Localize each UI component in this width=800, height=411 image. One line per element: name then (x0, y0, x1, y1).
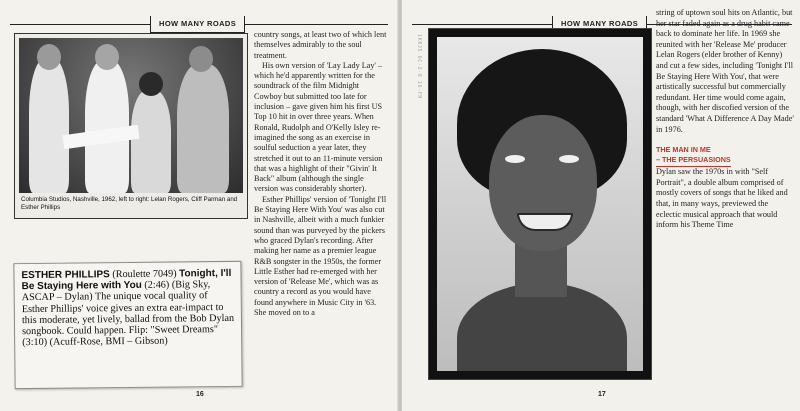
paragraph: His own version of 'Lay Lady Lay' – which he'd apparently written for the soundtrack of the film Midnight Cowboy but submitted too late for inclusion – gave given him his first US Top 10 hit in over three years. When Ronald, Rudolph and O'Kelly Isley re-imagined the song as an exercise in soulful seduction a year later, they stretched it out to an 11-minute version that was a highlight of their "Givin' It Back" album (although the single version was considerably shorter). (254, 60, 383, 194)
running-header: HOW MANY ROADS (150, 16, 245, 33)
photo-figure-head (189, 46, 213, 72)
portrait-eye (505, 155, 525, 163)
photo-figure (29, 58, 69, 193)
page-number: 17 (598, 391, 606, 398)
photo-figure (177, 64, 229, 193)
portrait-smile (517, 213, 573, 231)
song-artist: – THE PERSUASIONS (656, 155, 731, 167)
clipping-song: Tonight, I'll Be Staying Here with You (21, 267, 232, 293)
portrait-frame (428, 28, 652, 380)
clipping-label: (Roulette 7049) (112, 268, 177, 281)
photo-figure-head (37, 44, 61, 70)
song-heading: THE MAN IN ME (656, 145, 711, 155)
photo-figure-head (95, 44, 119, 70)
paragraph: Esther Phillips' version of 'Tonight I'll Be Staying Here With You' was also cut in Nashville, albeit with a much funkier sound than was purveyed by the pickers who graced Dylan's recording. After making her name as a premier league R&B songster in the 1950s, the former Little Esther had re-emerged with her version of 'Release Me', which was as country a record as you would have found anywhere in Music City in '63. She moved on to a (254, 194, 387, 318)
studio-photo-frame (14, 33, 248, 219)
portrait-eye (559, 155, 579, 163)
esther-phillips-portrait (437, 37, 643, 371)
clipping-text (21, 268, 236, 349)
left-page (0, 0, 398, 411)
photo-caption: Columbia Studios, Nashville, 1962, left to right: Lelan Rogers, Cliff Parman and Esther Phillips (21, 196, 238, 212)
photo-figure-head (139, 72, 163, 96)
photo-figure (131, 90, 171, 193)
right-page (402, 0, 800, 411)
clipping-artist: ESTHER PHILLIPS (21, 269, 110, 282)
right-text-column (656, 8, 794, 231)
studio-photo (19, 38, 243, 193)
paragraph: country songs, at least two of which lent themselves admirably to the soul treatment. (254, 30, 387, 60)
clipping-body: (2:46) (Big Sky, ASCAP – Dylan) The unique vocal quality of Esther Phillips' voice gives an extra ear-impact to this moderate, yet lively, ballad from the Bob Dylan songbook. Could happen. Flip: "Sweet Dreams" (3:10) (Acuff-Rose, BMI – Gibson) (21, 279, 235, 349)
paragraph: string of uptown soul hits on Atlantic, but her star faded again as a drug habit came back to dominate her life. In 1969 she reunited with her 'Release Me' producer Lelan Rogers (elder brother of Kenny) and cut a few sides, including 'Tonight I'll Be Staying Here With You', that were artistically successful but commercially redundant. Her time would come again, though, with her discofied version of the standard 'What A Difference A Day Made' in 1976. (656, 8, 794, 134)
running-header: HOW MANY ROADS (552, 16, 647, 33)
margin-note: 1K0J5 6C-2-8 16-FH (416, 34, 422, 99)
left-text-column (254, 30, 388, 318)
page-number: 16 (196, 391, 204, 398)
paragraph: Dylan saw the 1970s in with "Self Portrait", a double album comprised of mostly covers of songs that he liked and that, in many ways, previewed the eclectic musical approach that would inform his Theme Time (656, 167, 788, 230)
newspaper-clipping (13, 261, 242, 389)
portrait-face (489, 115, 597, 251)
